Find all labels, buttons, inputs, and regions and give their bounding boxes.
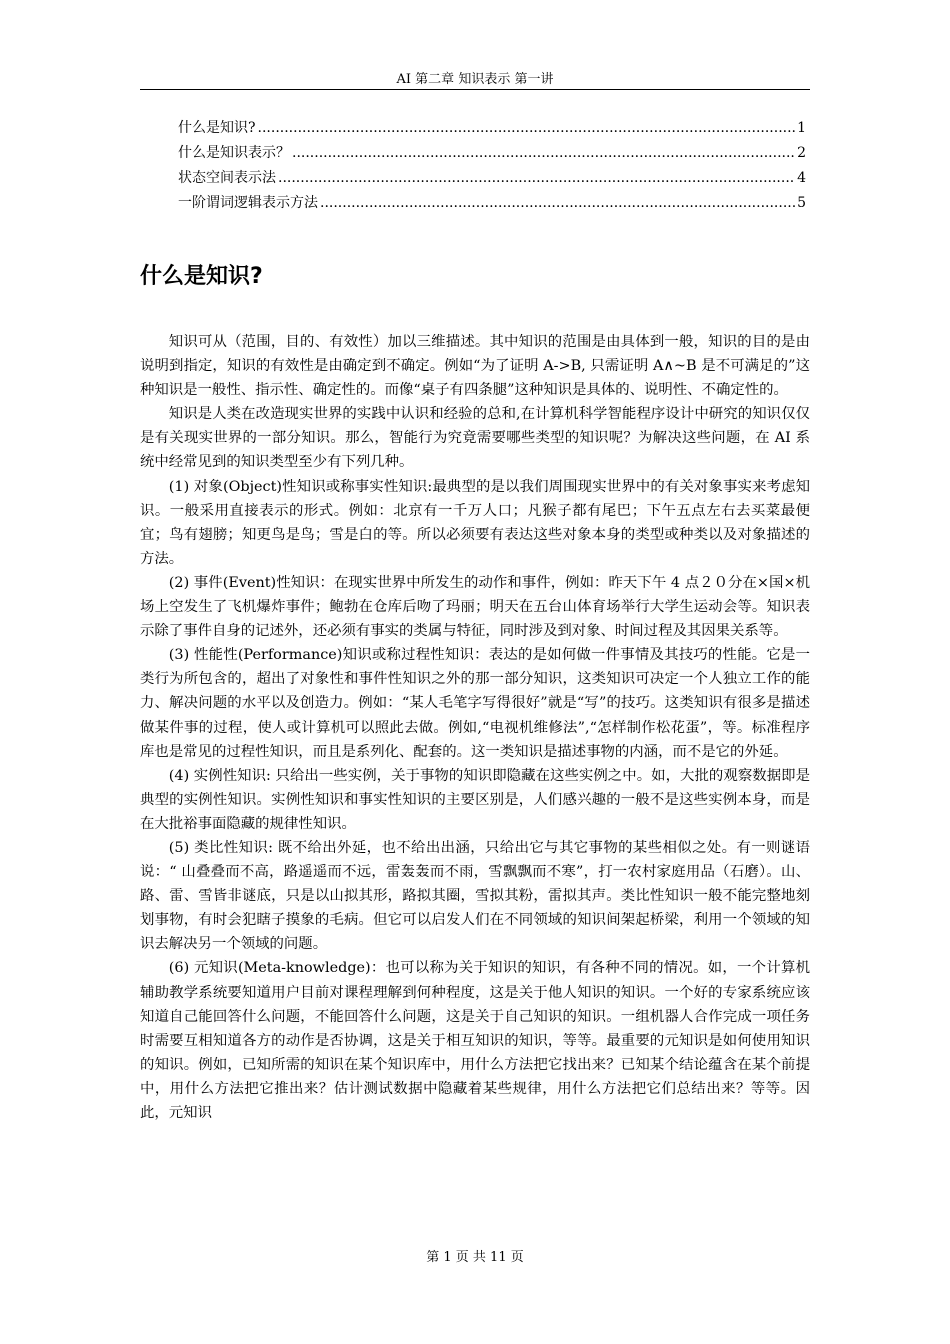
paragraph: 知识是人类在改造现实世界的实践中认识和经验的总和,在计算机科学智能程序设计中研究的知识仅仅是有关现实世界的一部分知识。那么，智能行为究竟需要哪些类型的知识呢？为解决这些问题，在 AI 系统中经常见到的知识类型至少有下列几种。: [140, 406, 810, 471]
toc-entry-title: 什么是知识?: [178, 120, 256, 136]
toc-leader-dots: [320, 191, 795, 216]
toc-leader-dots: [292, 141, 795, 166]
paragraph: (4) 实例性知识: 只给出一些实例，关于事物的知识即隐藏在这些实例之中。如，大批的观察数据即是典型的实例性知识。实例性知识和事实性知识的主要区别是，人们感兴趣的一般不是这些实例本身，而是在大批裕事面隐藏的规律性知识。: [140, 767, 810, 832]
toc-entry[interactable]: [178, 191, 806, 216]
body-text: [140, 330, 810, 1125]
toc-leader-dots: [278, 166, 795, 191]
toc-entry-page: 5: [797, 195, 806, 211]
toc-entry-title: 一阶谓词逻辑表示方法: [178, 195, 318, 211]
page-footer: 第 1 页 共 11 页: [426, 1250, 524, 1265]
toc-entry[interactable]: [178, 116, 806, 141]
paragraph: (2) 事件(Event)性知识：在现实世界中所发生的动作和事件，例如：昨天下午 4 点２０分在×国×机场上空发生了飞机爆炸事件；鲍勃在仓库后吻了玛丽；明天在五台山体育场举行大学生运动会等。知识表示除了事件自身的记述外，还必须有事实的类属与特征，同时涉及到对象、时间过程及其因果关系等。: [140, 574, 810, 640]
toc-entry[interactable]: [178, 166, 806, 191]
paragraph: 知识可从（范围，目的、有效性）加以三维描述。其中知识的范围是由具体到一般，知识的目的是由说明到指定，知识的有效性是由确定到不确定。例如“为了证明 A->B, 只需证明 A∧~B 是不可满足的”这种知识是一般性、指示性、确定性的。而像“桌子有四条腿”这种知识是具体的、说明性、不确定性的。: [140, 334, 810, 399]
toc-entry-page: 4: [797, 170, 806, 186]
toc-entry[interactable]: [178, 141, 806, 166]
paragraph: (5) 类比性知识: 既不给出外延，也不给出出涵，只给出它与其它事物的某些相似之处。有一则谜语说：“ 山叠叠而不高，路遥遥而不远，雷轰轰而不雨，雪飘飘而不寒”，打一农村家庭用品（石磨）。山、路、雷、雪皆非谜底，只是以山拟其形，路拟其圈，雪拟其粉，雷拟其声。类比性知识一般不能完整地刻划事物，有时会犯瞎子摸象的毛病。但它可以启发人们在不同领域的知识间架起桥梁，利用一个领域的知识去解决另一个领域的问题。: [140, 839, 810, 953]
toc-entry-page: 1: [797, 120, 806, 136]
paragraph: (6) 元知识(Meta-knowledge)：也可以称为关于知识的知识，有各种不同的情况。如，一个计算机辅助教学系统要知道用户目前对课程理解到何种程度，这是关于他人知识的知识。一个好的专家系统应该知道自己能回答什么问题，不能回答什么问题，这是关于自己知识的知识。一组机器人合作完成一项任务时需要互相知道各方的动作是否协调，这是关于相互知识的知识，等等。最重要的元知识是如何使用知识的知识。例如，已知所需的知识在某个知识库中，用什么方法把它找出来？已知某个结论蕴含在某个前提中，用什么方法把它推出来？估计测试数据中隐藏着某些规律，用什么方法把它们总结出来？等等。因此，元知识: [140, 960, 810, 1121]
page-header: AI 第二章 知识表示 第一讲: [396, 72, 554, 87]
toc-entry-page: 2: [797, 145, 806, 161]
toc-leader-dots: [258, 116, 796, 141]
header-rule: [140, 89, 810, 90]
paragraph: (3) 性能性(Performance)知识或称过程性知识：表达的是如何做一件事情及其技巧的性能。它是一类行为所包含的，超出了对象性和事件性知识之外的那一部分知识，这类知识可决定一个人独立工作的能力、解决问题的水平以及创造力。例如：“某人毛笔字写得很好”就是“写”的技巧。这类知识有很多是描述做某件事的过程，使人或计算机可以照此去做。例如,“电视机维修法”,“怎样制作松花蛋”，等。标准程序库也是常见的过程性知识，而且是系列化、配套的。这一类知识是描述事物的内涵，而不是它的外延。: [140, 647, 810, 760]
toc-entry-title: 状态空间表示法: [178, 170, 276, 186]
toc-entry-title: 什么是知识表示？: [178, 145, 290, 161]
section-title: 什么是知识?: [140, 264, 263, 289]
paragraph: (1) 对象(Object)性知识或称事实性知识:最典型的是以我们周围现实世界中的有关对象事实来考虑知识。一般采用直接表示的形式。例如：北京有一千万人口；凡猴子都有尾巴；下午五点左右去买菜最便宜；鸟有翅膀；知更鸟是鸟；雪是白的等。所以必须要有表达这些对象本身的类型或种类以及对象描述的方法。: [140, 478, 810, 567]
table-of-contents: [178, 116, 806, 216]
